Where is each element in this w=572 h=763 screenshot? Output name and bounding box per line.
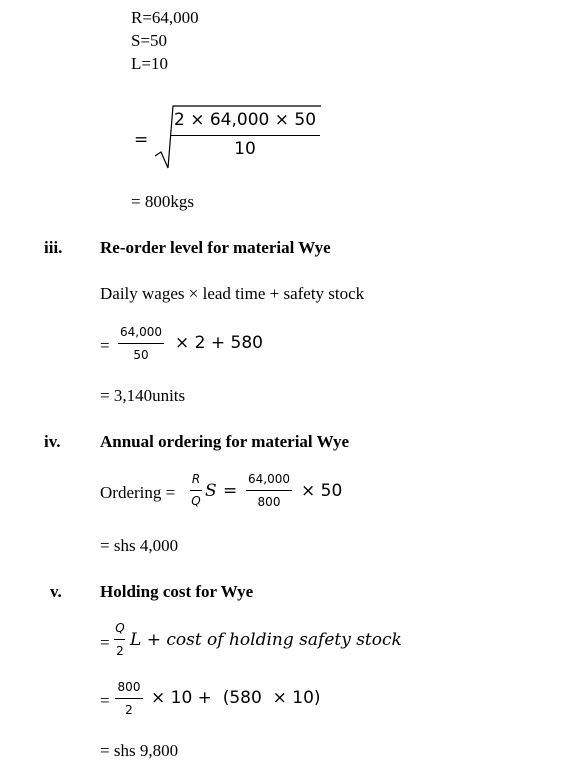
reorder-calc-fraction-bar (118, 343, 164, 344)
holding-calc-bar (115, 698, 143, 699)
ordering-frac2-numerator: 64,000 (248, 472, 290, 486)
eoq-fraction-bar (170, 135, 320, 136)
section-iii-heading: Re-order level for material Wye (100, 238, 331, 257)
ordering-frac1-numerator: R (191, 472, 201, 486)
reorder-calc-denominator: 50 (133, 348, 149, 362)
holding-calc-equals: = (100, 691, 110, 710)
holding-formula-numerator: Q (115, 621, 125, 635)
ordering-frac2-bar (246, 490, 292, 491)
given-s: S=50 (131, 31, 168, 50)
holding-calc-rest: × 10 + (580 × 10) (151, 688, 321, 708)
holding-formula-bar (114, 639, 125, 640)
reorder-result: = 3,140units (100, 386, 186, 405)
holding-calc-denominator: 2 (125, 703, 133, 717)
holding-formula-denominator: 2 (116, 644, 124, 658)
eoq-result: = 800kgs (131, 192, 194, 211)
ordering-frac2-denominator: 800 (257, 495, 281, 509)
given-r: R=64,000 (131, 8, 199, 27)
reorder-formula-text: Daily wages × lead time + safety stock (100, 284, 365, 303)
reorder-calc-numerator: 64,000 (120, 325, 162, 339)
section-v-numeral: v. (50, 582, 62, 601)
holding-calc-numerator: 800 (117, 680, 141, 694)
holding-formula-rest: L + cost of holding safety stock (130, 630, 402, 650)
eoq-equals: = (134, 130, 149, 150)
ordering-result: = shs 4,000 (100, 536, 179, 555)
eoq-numerator: 2 × 64,000 × 50 (173, 110, 317, 130)
ordering-frac1-bar (190, 490, 202, 491)
ordering-frac1-denominator: Q (191, 494, 201, 508)
ordering-rest: × 50 (301, 481, 343, 501)
eoq-denominator: 10 (234, 139, 256, 159)
section-iii-numeral: iii. (44, 238, 63, 257)
ordering-label: Ordering = (100, 483, 176, 502)
reorder-calc-equals: = (100, 336, 110, 355)
holding-result: = shs 9,800 (100, 741, 179, 760)
given-l: L=10 (131, 54, 168, 73)
section-iv-numeral: iv. (44, 432, 61, 451)
section-v-heading: Holding cost for Wye (100, 582, 254, 601)
ordering-var: S (205, 481, 217, 501)
section-iv-heading: Annual ordering for material Wye (100, 432, 349, 451)
reorder-calc-rest: × 2 + 580 (175, 333, 263, 353)
holding-formula-equals: = (100, 633, 110, 652)
ordering-equals: = (223, 481, 238, 501)
